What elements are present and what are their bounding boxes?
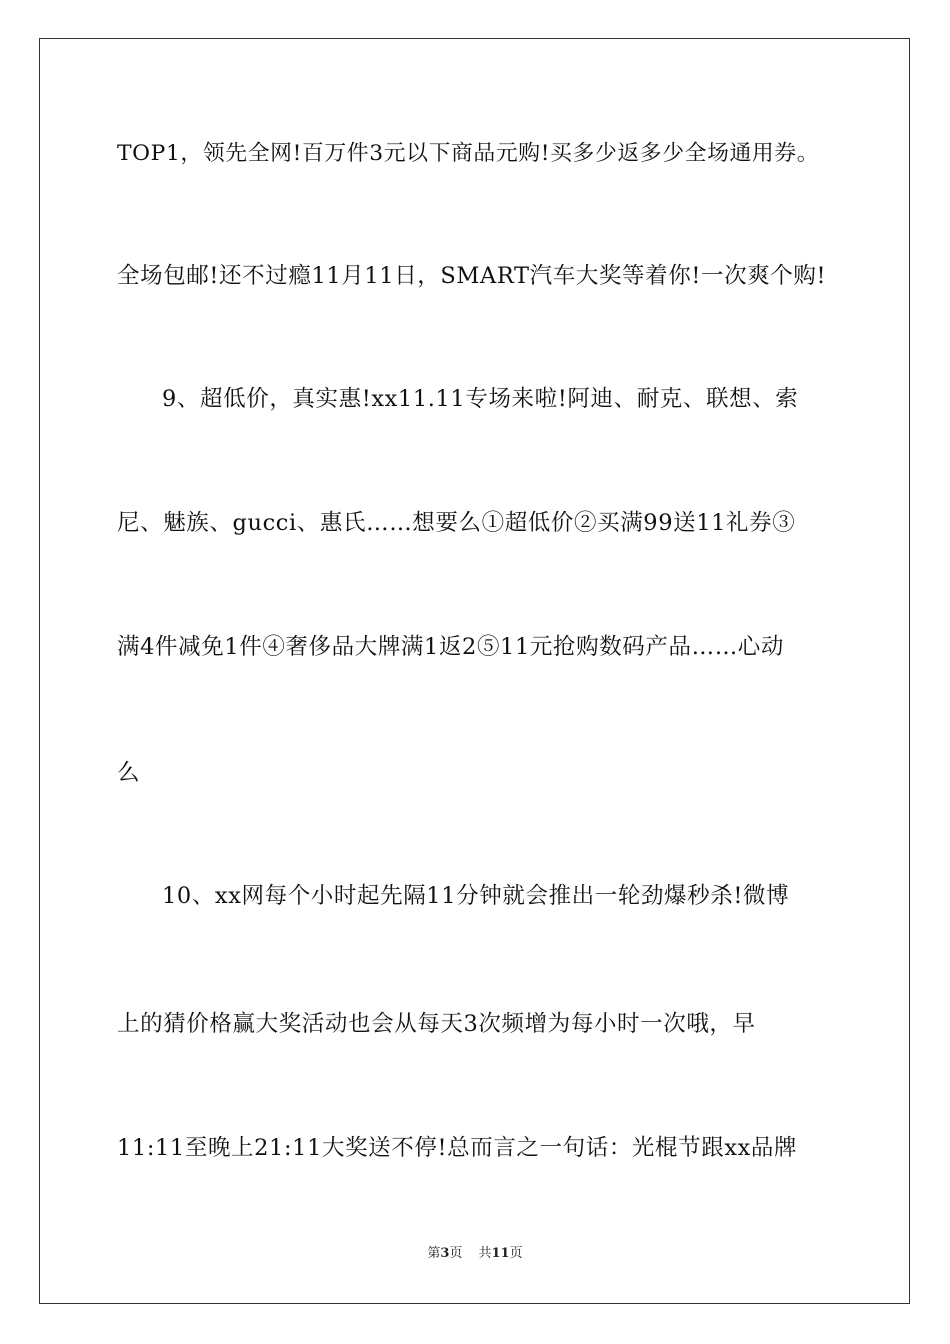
paragraph-9-line-4: 么 [117,760,141,786]
paragraph-9-line-1: 9、超低价，真实惠!xx11.11专场来啦!阿迪、耐克、联想、索 [162,386,799,412]
text-line-2: 全场包邮!还不过瘾11月11日，SMART汽车大奖等着你!一次爽个购! [117,263,827,289]
paragraph-10-line-1: 10、xx网每个小时起先隔11分钟就会推出一轮劲爆秒杀!微博 [162,883,790,909]
text-line-1: TOP1，领先全网!百万件3元以下商品元购!买多少返多少全场通用券。 [117,141,820,166]
page-label-prefix: 第 [427,1246,441,1261]
page-footer [0,1245,950,1263]
total-label-suffix: 页 [509,1246,523,1261]
paragraph-10-line-3: 11:11至晚上21:11大奖送不停!总而言之一句话：光棍节跟xx品牌 [117,1135,798,1161]
current-page-number: 3 [440,1246,450,1261]
total-label-prefix: 共 [478,1246,492,1261]
paragraph-9-line-2: 尼、魅族、gucci、惠氏……想要么①超低价②买满99送11礼券③ [117,510,796,536]
paragraph-9-line-3: 满4件减免1件④奢侈品大牌满1返2⑤11元抢购数码产品……心动 [117,634,784,660]
paragraph-10-line-2: 上的猜价格赢大奖活动也会从每天3次频增为每小时一次哦，早 [117,1011,756,1037]
page-label-suffix: 页 [449,1246,463,1261]
total-page-count: 11 [491,1246,510,1261]
page-border [39,38,910,1304]
